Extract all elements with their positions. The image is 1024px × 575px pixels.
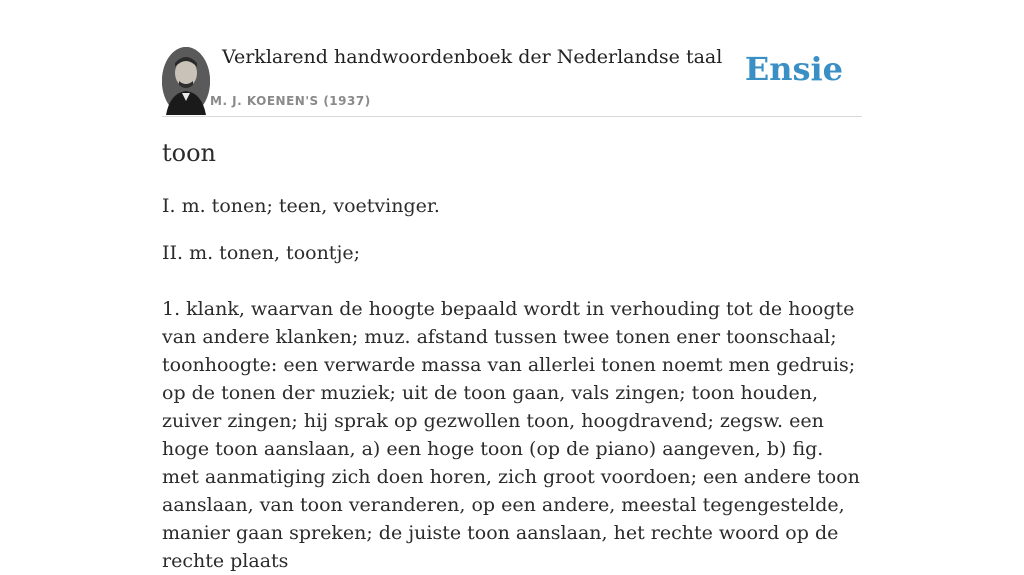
book-author: M. J. KOENEN'S (1937) — [210, 94, 371, 108]
portrait-image — [162, 47, 210, 115]
author-portrait-icon — [162, 47, 210, 115]
brand-logo[interactable]: Ensie — [744, 50, 843, 88]
entry-sense-2: II. m. tonen, toontje; — [162, 242, 360, 264]
page-container — [162, 0, 862, 572]
entry-definition: 1. klank, waarvan de hoogte bepaald wordt in verhouding tot de hoogte van andere klanken; muz. afstand tussen twee tonen ener toonschaal; toonhoogte: een verwarde massa van allerlei tonen noemt men gedruis; op de tonen der muziek; uit de toon gaan, vals zingen; toon houden, zuiver zingen; hij sprak op gezwollen toon, hoogdravend; zegsw. een hoge toon aanslaan, a) een hoge toon (op de piano) aangeven, b) fig. met aanmatiging zich doen horen, zich groot voordoen; een andere toon aanslaan, van toon veranderen, op een andere, meestal tegengestelde, manier gaan spreken; de juiste toon aanslaan, het rechte woord op de rechte plaats — [162, 298, 860, 572]
book-title[interactable]: Verklarend handwoordenboek der Nederlandse taal — [222, 46, 723, 68]
site-header — [162, 0, 862, 117]
entry-headword: toon — [162, 139, 216, 167]
entry-sense-1: I. m. tonen; teen, voetvinger. — [162, 195, 440, 217]
